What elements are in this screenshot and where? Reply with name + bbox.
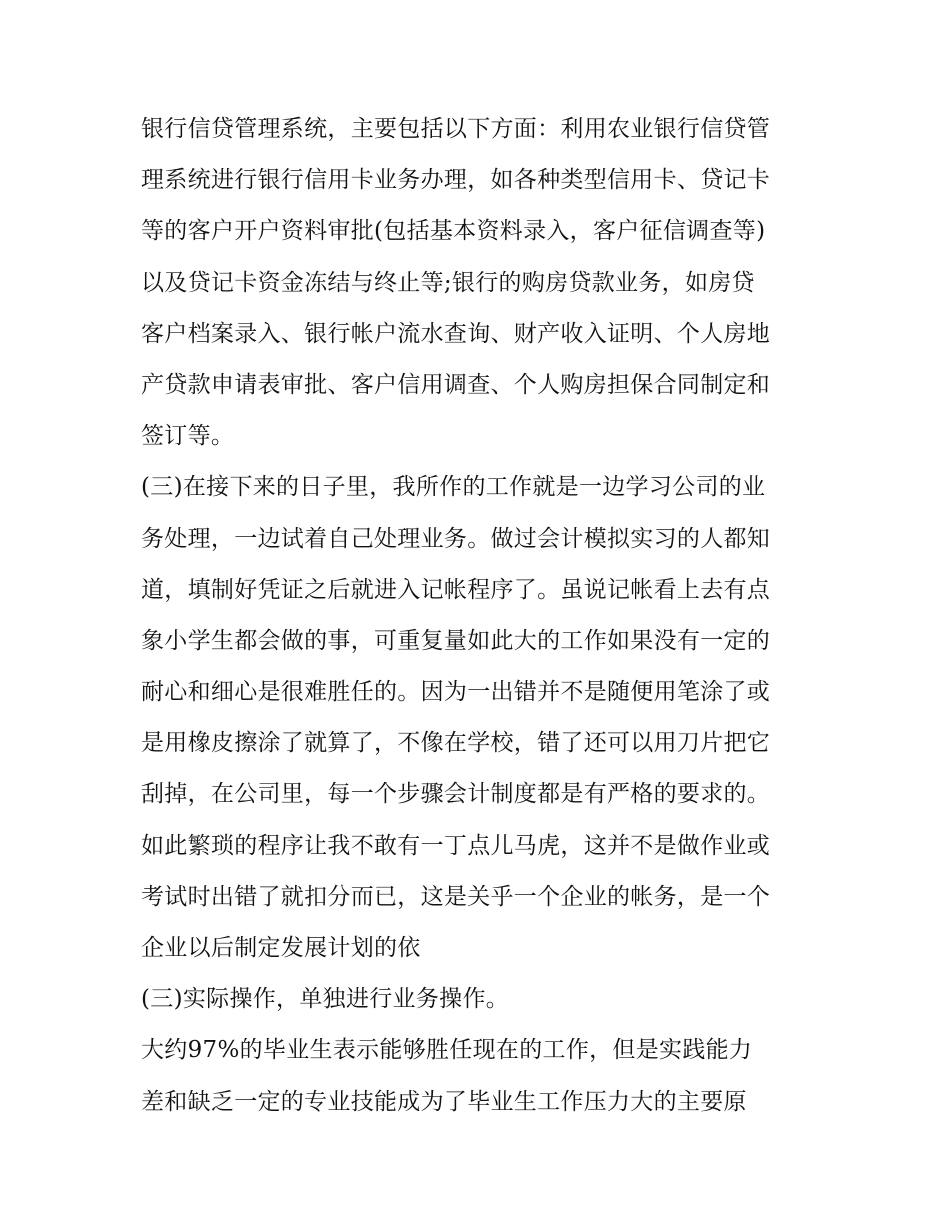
text-line: 客户档案录入、银行帐户流水查询、财产收入证明、个人房地 xyxy=(141,320,771,347)
text-line: 如此繁琐的程序让我不敢有一丁点儿马虎，这并不是做作业或 xyxy=(141,832,771,859)
text-line: 道，填制好凭证之后就进入记帐程序了。虽说记帐看上去有点 xyxy=(141,576,771,603)
text-line: 理系统进行银行信用卡业务办理，如各种类型信用卡、贷记卡 xyxy=(141,167,771,194)
text-line: 大约97%的毕业生表示能够胜任现在的工作，但是实践能力 xyxy=(141,1037,753,1064)
text-line: 刮掉，在公司里，每一个步骤会计制度都是有严格的要求的。 xyxy=(141,781,771,808)
text-line: 差和缺乏一定的专业技能成为了毕业生工作压力大的主要原 xyxy=(141,1088,747,1115)
text-line: 象小学生都会做的事，可重复量如此大的工作如果没有一定的 xyxy=(141,627,771,654)
body-text xyxy=(141,104,821,1128)
text-line: 等的客户开户资料审批(包括基本资料录入，客户征信调查等) xyxy=(141,218,766,245)
text-line: 企业以后制定发展计划的依 xyxy=(141,935,421,961)
text-line: 是用橡皮擦涂了就算了，不像在学校，错了还可以用刀片把它 xyxy=(141,730,771,757)
section-heading-line: (三)实际操作，单独进行业务操作。 xyxy=(141,986,510,1013)
section-heading-line: (三)在接下来的日子里，我所作的工作就是一边学习公司的业 xyxy=(141,474,766,501)
text-line: 签订等。 xyxy=(141,423,235,450)
text-line: 产贷款申请表审批、客户信用调查、个人购房担保合同制定和 xyxy=(141,371,771,398)
text-line: 以及贷记卡资金冻结与终止等;银行的购房贷款业务，如房贷 xyxy=(141,269,755,296)
text-line: 耐心和细心是很难胜任的。因为一出错并不是随便用笔涂了或 xyxy=(141,679,771,706)
text-line: 银行信贷管理系统，主要包括以下方面：利用农业银行信贷管 xyxy=(141,116,771,142)
text-line: 考试时出错了就扣分而已，这是关乎一个企业的帐务，是一个 xyxy=(141,883,771,910)
text-line: 务处理，一边试着自己处理业务。做过会计模拟实习的人都知 xyxy=(141,525,771,552)
